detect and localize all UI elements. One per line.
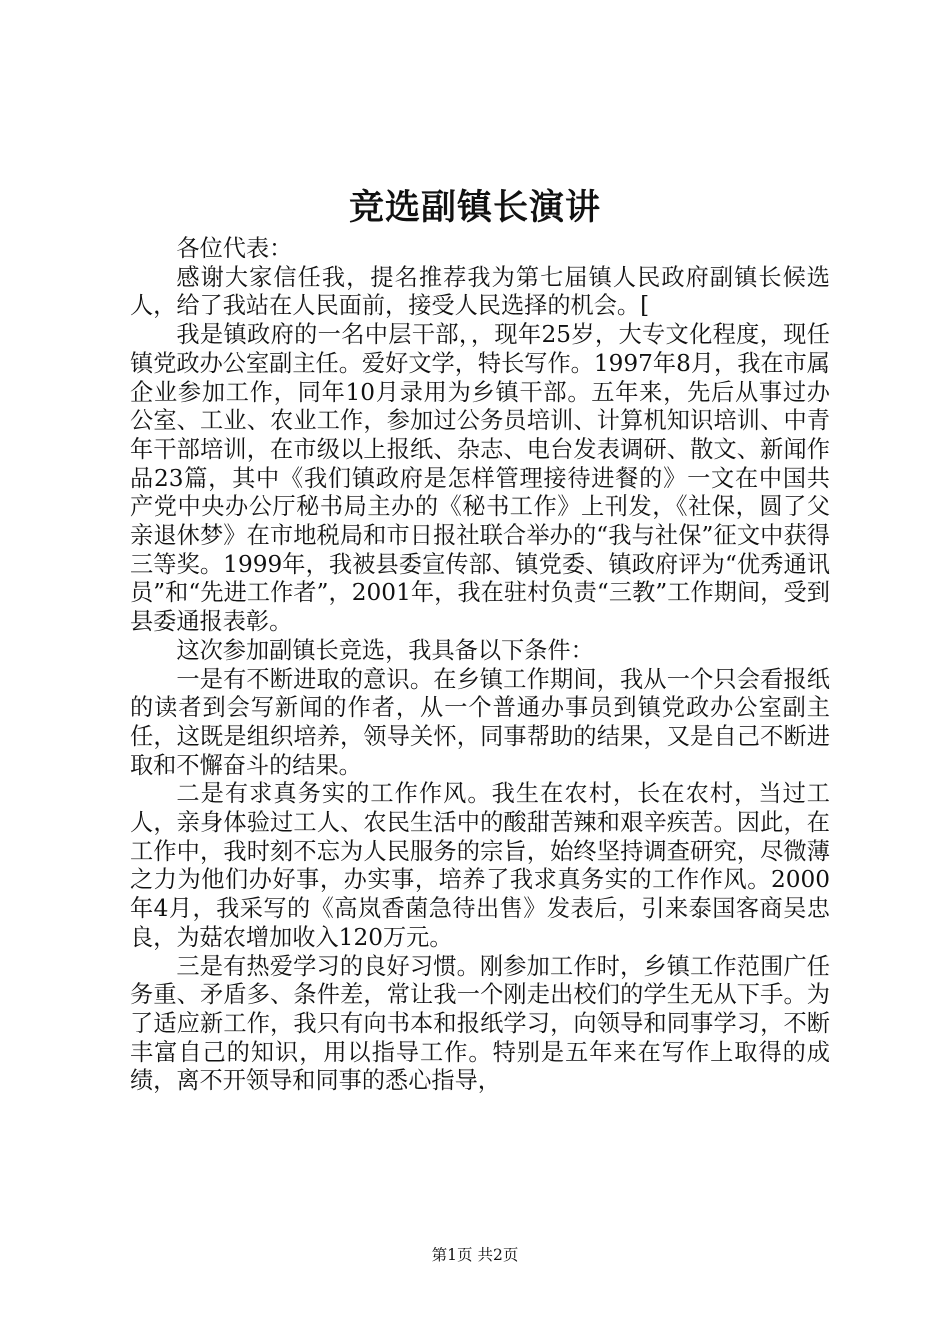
document-body (130, 235, 830, 1096)
paragraph-salutation: 各位代表： (176, 235, 293, 262)
paragraph-introduction: 我是镇政府的一名中层干部，，现年25岁，大专文化程度，现任镇党政办公室副主任。爱好文学，特长写作。1997年8月，我在市属企业参加工作，同年10月录用为乡镇干部。五年来，先后从事过办公室、工业、农业工作，参加过公务员培训、计算机知识培训、中青年干部培训，在市级以上报纸、杂志、电台发表调研、散文、新闻作品23篇，其中《我们镇政府是怎样管理接待进餐的》一文在中国共产党中央办公厅秘书局主办的《秘书工作》上刊发，《社保，圆了父亲退休梦》在市地税局和市日报社联合举办的“我与社保”征文中获得三等奖。1999年，我被县委宣传部、镇党委、镇政府评为“优秀通讯员”和“先进工作者”，2001年，我在驻村负责“三教”工作期间，受到县委通报表彰。 (130, 321, 830, 636)
paragraph-conditions-intro: 这次参加副镇长竞选，我具备以下条件： (176, 636, 594, 664)
paragraph-condition-three: 三是有热爱学习的良好习惯。刚参加工作时，乡镇工作范围广任务重、矛盾多、条件差，常让我一个刚走出校们的学生无从下手。为了适应新工作，我只有向书本和报纸学习，向领导和同事学习，不断丰富自己的知识，用以指导工作。特别是五年来在写作上取得的成绩，离不开领导和同事的悉心指导， (130, 952, 830, 1095)
document-title: 竞选副镇长演讲 (348, 187, 601, 228)
paragraph-thanks: 感谢大家信任我，提名推荐我为第七届镇人民政府副镇长候选人，给了我站在人民面前，接受人民选择的机会。[ (130, 263, 830, 320)
page-footer: 第1页 共2页 (431, 1246, 519, 1264)
paragraph-condition-one: 一是有不断进取的意识。在乡镇工作期间，我从一个只会看报纸的读者到会写新闻的作者，从一个普通办事员到镇党政办公室副主任，这既是组织培养，领导关怀，同事帮助的结果，又是自己不断进取和不懈奋斗的结果。 (130, 665, 830, 779)
paragraph-condition-two: 二是有求真务实的工作作风。我生在农村，长在农村，当过工人，亲身体验过工人、农民生活中的酸甜苦辣和艰辛疾苦。因此，在工作中，我时刻不忘为人民服务的宗旨，始终坚持调查研究，尽微薄之力为他们办好事，办实事，培养了我求真务实的工作作风。2000年4月，我采写的《高岚香菌急待出售》发表后，引来泰国客商吴忠良，为菇农增加收入120万元。 (130, 780, 830, 951)
